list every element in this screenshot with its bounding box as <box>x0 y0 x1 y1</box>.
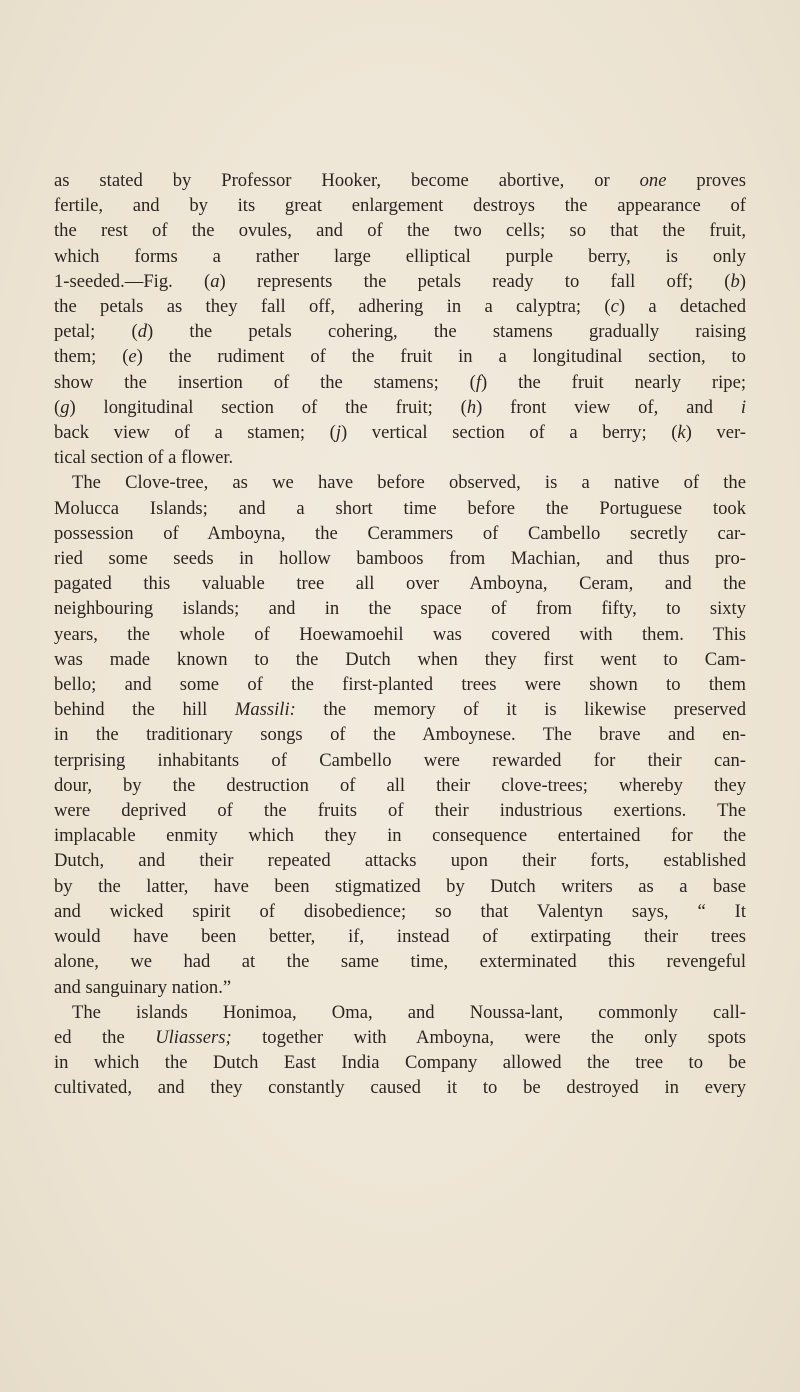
text-line: implacable enmity which they in consequence entertained for the <box>54 825 746 847</box>
text-line: show the insertion of the stamens; (f) the fruit nearly ripe; <box>54 371 746 393</box>
text-line: ried some seeds in hollow bamboos from Machian, and thus pro- <box>54 548 746 570</box>
text-line: by the latter, have been stigmatized by Dutch writers as a base <box>54 875 746 897</box>
text-line: possession of Amboyna, the Cerammers of Cambello secretly car- <box>54 522 746 544</box>
text-line: The Clove-tree, as we have before observed, is a native of the <box>72 472 746 494</box>
text-line: in the traditionary songs of the Amboynese. The brave and en- <box>54 724 746 746</box>
text-line: years, the whole of Hoewamoehil was covered with them. This <box>54 623 746 645</box>
text-line: fertile, and by its great enlargement destroys the appearance of <box>54 195 746 217</box>
text-line: Dutch, and their repeated attacks upon their forts, established <box>54 850 746 872</box>
text-line: back view of a stamen; (j) vertical section of a berry; (k) ver- <box>54 422 746 444</box>
text-line: petal; (d) the petals cohering, the stamens gradually raising <box>54 321 746 343</box>
text-line: neighbouring islands; and in the space of from fifty, to sixty <box>54 598 746 620</box>
text-line: as stated by Professor Hooker, become abortive, or one proves <box>54 170 746 191</box>
text-line: ed the Uliassers; together with Amboyna, were the only spots <box>54 1026 746 1048</box>
text-line: them; (e) the rudiment of the fruit in a longitudinal section, to <box>54 346 746 368</box>
text-line: would have been better, if, instead of extirpating their trees <box>54 926 746 948</box>
text-line: 1-seeded.—Fig. (a) represents the petals ready to fall off; (b) <box>54 270 746 292</box>
text-line: and wicked spirit of disobedience; so that Valentyn says, “ It <box>54 900 746 922</box>
text-line: alone, we had at the same time, exterminated this revengeful <box>54 951 746 973</box>
text-line: the rest of the ovules, and of the two cells; so that the fruit, <box>54 220 746 242</box>
text-line: was made known to the Dutch when they first went to Cam- <box>54 648 746 670</box>
text-line: The islands Honimoa, Oma, and Noussa-lant, commonly call- <box>72 1001 746 1023</box>
text-line: (g) longitudinal section of the fruit; (h) front view of, and i <box>54 396 746 418</box>
paragraph-clove-history <box>54 470 746 999</box>
text-line: pagated this valuable tree all over Amboyna, Ceram, and the <box>54 573 746 595</box>
body-text <box>54 168 746 1101</box>
paragraph-figure-description <box>54 168 746 470</box>
paragraph-uliassers <box>54 1000 746 1101</box>
text-line: terprising inhabitants of Cambello were rewarded for their can- <box>54 749 746 771</box>
text-line: were deprived of the fruits of their industrious exertions. The <box>54 800 746 822</box>
text-line: behind the hill Massili: the memory of it is likewise preserved <box>54 699 746 721</box>
text-line: bello; and some of the first-planted trees were shown to them <box>54 674 746 696</box>
text-line: which forms a rather large elliptical purple berry, is only <box>54 245 746 267</box>
text-line: tical section of a flower. <box>54 447 234 469</box>
text-line: the petals as they fall off, adhering in a calyptra; (c) a detached <box>54 296 746 318</box>
text-line: and sanguinary nation.” <box>54 976 232 998</box>
text-line: cultivated, and they constantly caused it to be destroyed in every <box>54 1077 746 1099</box>
text-line: Molucca Islands; and a short time before the Portuguese took <box>54 497 746 519</box>
text-line: in which the Dutch East India Company allowed the tree to be <box>54 1052 746 1074</box>
text-line: dour, by the destruction of all their clove-trees; whereby they <box>54 774 746 796</box>
